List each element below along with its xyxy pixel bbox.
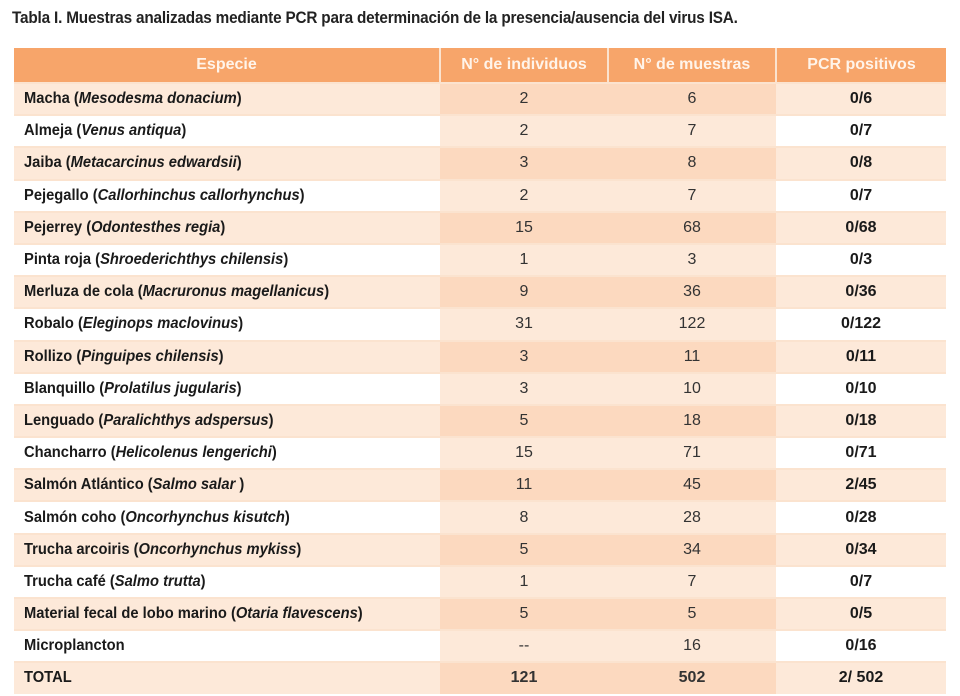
paren-close: ) — [238, 315, 244, 333]
scientific-name: Oncorhynchus mykiss — [138, 540, 297, 558]
common-name: Blanquillo ( — [24, 379, 105, 397]
species-cell — [14, 630, 440, 662]
species-cell — [14, 501, 440, 533]
paren-close: ) — [236, 379, 242, 397]
paren-close: ) — [324, 283, 330, 301]
table-row — [14, 373, 946, 405]
pcr-cell: 0/34 — [776, 534, 946, 566]
table-caption: Tabla I. Muestras analizadas mediante PCR para determinación de la presencia/ausencia del virus ISA. — [12, 8, 738, 27]
common-name: Salmón coho ( — [24, 508, 126, 526]
common-name: Microplancton — [24, 637, 125, 655]
species-cell — [14, 115, 440, 147]
individuos-cell: 8 — [440, 501, 608, 533]
individuos-cell: 31 — [440, 308, 608, 340]
individuos-cell: 15 — [440, 437, 608, 469]
paren-close: ) — [218, 347, 224, 365]
individuos-cell: 3 — [440, 147, 608, 179]
muestras-cell: 10 — [608, 373, 776, 405]
scientific-name: Helicolenus lengerichi — [115, 444, 272, 462]
table-body — [14, 83, 946, 694]
table-row — [14, 308, 946, 340]
species-cell — [14, 341, 440, 373]
muestras-cell: 28 — [608, 501, 776, 533]
total-individuos: 121 — [440, 662, 608, 693]
table-row — [14, 147, 946, 179]
muestras-cell: 7 — [608, 566, 776, 598]
common-name: Merluza de cola ( — [24, 283, 143, 301]
scientific-name: Paralichthys adspersus — [103, 411, 269, 429]
species-table-container — [14, 48, 946, 688]
table-row — [14, 566, 946, 598]
muestras-cell: 122 — [608, 308, 776, 340]
paren-close: ) — [235, 476, 245, 494]
individuos-cell: 2 — [440, 83, 608, 115]
table-header — [14, 48, 946, 83]
paren-close: ) — [236, 154, 242, 172]
header-especie: Especie — [14, 48, 440, 83]
common-name: Lenguado ( — [24, 411, 104, 429]
common-name: Rollizo ( — [24, 347, 82, 365]
pcr-cell: 0/6 — [776, 83, 946, 115]
header-individuos: N° de individuos — [440, 48, 608, 83]
paren-close: ) — [296, 540, 302, 558]
species-cell — [14, 373, 440, 405]
species-cell — [14, 437, 440, 469]
table-row — [14, 115, 946, 147]
species-cell — [14, 244, 440, 276]
pcr-cell: 0/71 — [776, 437, 946, 469]
pcr-cell: 0/16 — [776, 630, 946, 662]
common-name: Salmón Atlántico ( — [24, 476, 153, 494]
table-row — [14, 244, 946, 276]
muestras-cell: 71 — [608, 437, 776, 469]
header-muestras: N° de muestras — [608, 48, 776, 83]
scientific-name: Mesodesma donacium — [78, 90, 237, 108]
table-row — [14, 534, 946, 566]
species-cell — [14, 147, 440, 179]
total-row — [14, 662, 946, 693]
individuos-cell: -- — [440, 630, 608, 662]
muestras-cell: 8 — [608, 147, 776, 179]
common-name: Pinta roja ( — [24, 251, 101, 269]
muestras-cell: 6 — [608, 83, 776, 115]
individuos-cell: 11 — [440, 469, 608, 501]
scientific-name: Salmo trutta — [114, 572, 201, 590]
muestras-cell: 11 — [608, 341, 776, 373]
scientific-name: Venus antiqua — [81, 122, 182, 140]
table-row — [14, 180, 946, 212]
species-cell — [14, 212, 440, 244]
scientific-name: Otaria flavescens — [235, 605, 358, 623]
pcr-cell: 0/7 — [776, 180, 946, 212]
table-row — [14, 83, 946, 115]
table-row — [14, 501, 946, 533]
scientific-name: Oncorhynchus kisutch — [125, 508, 285, 526]
species-cell — [14, 180, 440, 212]
individuos-cell: 5 — [440, 405, 608, 437]
scientific-name: Prolatilus jugularis — [104, 379, 237, 397]
paren-close: ) — [284, 508, 290, 526]
total-label: TOTAL — [14, 662, 440, 693]
common-name: Pejegallo ( — [24, 186, 98, 204]
common-name: Almeja ( — [24, 122, 82, 140]
pcr-cell: 0/122 — [776, 308, 946, 340]
muestras-cell: 16 — [608, 630, 776, 662]
paren-close: ) — [299, 186, 305, 204]
total-pcr: 2/ 502 — [776, 662, 946, 693]
pcr-cell: 0/68 — [776, 212, 946, 244]
individuos-cell: 1 — [440, 244, 608, 276]
individuos-cell: 9 — [440, 276, 608, 308]
species-cell — [14, 534, 440, 566]
pcr-cell: 2/45 — [776, 469, 946, 501]
muestras-cell: 45 — [608, 469, 776, 501]
muestras-cell: 7 — [608, 115, 776, 147]
table-row — [14, 598, 946, 630]
scientific-name: Callorhinchus callorhynchus — [97, 186, 300, 204]
paren-close: ) — [283, 251, 289, 269]
muestras-cell: 18 — [608, 405, 776, 437]
species-cell — [14, 308, 440, 340]
common-name: Material fecal de lobo marino ( — [24, 605, 236, 623]
species-cell — [14, 276, 440, 308]
paren-close: ) — [271, 444, 277, 462]
species-table — [14, 48, 946, 694]
common-name: Robalo ( — [24, 315, 83, 333]
pcr-cell: 0/3 — [776, 244, 946, 276]
muestras-cell: 7 — [608, 180, 776, 212]
pcr-cell: 0/10 — [776, 373, 946, 405]
species-cell — [14, 566, 440, 598]
individuos-cell: 15 — [440, 212, 608, 244]
pcr-cell: 0/7 — [776, 566, 946, 598]
individuos-cell: 3 — [440, 341, 608, 373]
header-row — [14, 48, 946, 83]
individuos-cell: 5 — [440, 534, 608, 566]
scientific-name: Macruronus magellanicus — [142, 283, 325, 301]
species-cell — [14, 83, 440, 115]
table-row — [14, 469, 946, 501]
scientific-name: Shroederichthys chilensis — [100, 251, 284, 269]
paren-close: ) — [268, 411, 274, 429]
species-cell — [14, 469, 440, 501]
table-row — [14, 341, 946, 373]
paren-close: ) — [236, 90, 242, 108]
pcr-cell: 0/11 — [776, 341, 946, 373]
common-name: Trucha arcoiris ( — [24, 540, 139, 558]
paren-close: ) — [181, 122, 187, 140]
paren-close: ) — [200, 572, 206, 590]
table-row — [14, 276, 946, 308]
scientific-name: Pinguipes chilensis — [81, 347, 219, 365]
common-name: Pejerrey ( — [24, 218, 92, 236]
pcr-cell: 0/18 — [776, 405, 946, 437]
scientific-name: Salmo salar — [152, 476, 236, 494]
scientific-name: Odontesthes regia — [91, 218, 221, 236]
paren-close: ) — [220, 218, 226, 236]
table-row — [14, 630, 946, 662]
pcr-cell: 0/7 — [776, 115, 946, 147]
individuos-cell: 1 — [440, 566, 608, 598]
individuos-cell: 5 — [440, 598, 608, 630]
header-pcr: PCR positivos — [776, 48, 946, 83]
muestras-cell: 68 — [608, 212, 776, 244]
table-row — [14, 405, 946, 437]
total-muestras: 502 — [608, 662, 776, 693]
species-cell — [14, 598, 440, 630]
scientific-name: Eleginops maclovinus — [82, 315, 239, 333]
pcr-cell: 0/8 — [776, 147, 946, 179]
species-cell — [14, 405, 440, 437]
individuos-cell: 2 — [440, 115, 608, 147]
common-name: Trucha café ( — [24, 572, 115, 590]
table-row — [14, 212, 946, 244]
individuos-cell: 2 — [440, 180, 608, 212]
muestras-cell: 3 — [608, 244, 776, 276]
common-name: Chancharro ( — [24, 444, 116, 462]
muestras-cell: 5 — [608, 598, 776, 630]
individuos-cell: 3 — [440, 373, 608, 405]
pcr-cell: 0/28 — [776, 501, 946, 533]
muestras-cell: 36 — [608, 276, 776, 308]
muestras-cell: 34 — [608, 534, 776, 566]
common-name: Jaiba ( — [24, 154, 71, 172]
common-name: Macha ( — [24, 90, 79, 108]
table-row — [14, 437, 946, 469]
paren-close: ) — [357, 605, 363, 623]
pcr-cell: 0/36 — [776, 276, 946, 308]
pcr-cell: 0/5 — [776, 598, 946, 630]
scientific-name: Metacarcinus edwardsii — [70, 154, 237, 172]
